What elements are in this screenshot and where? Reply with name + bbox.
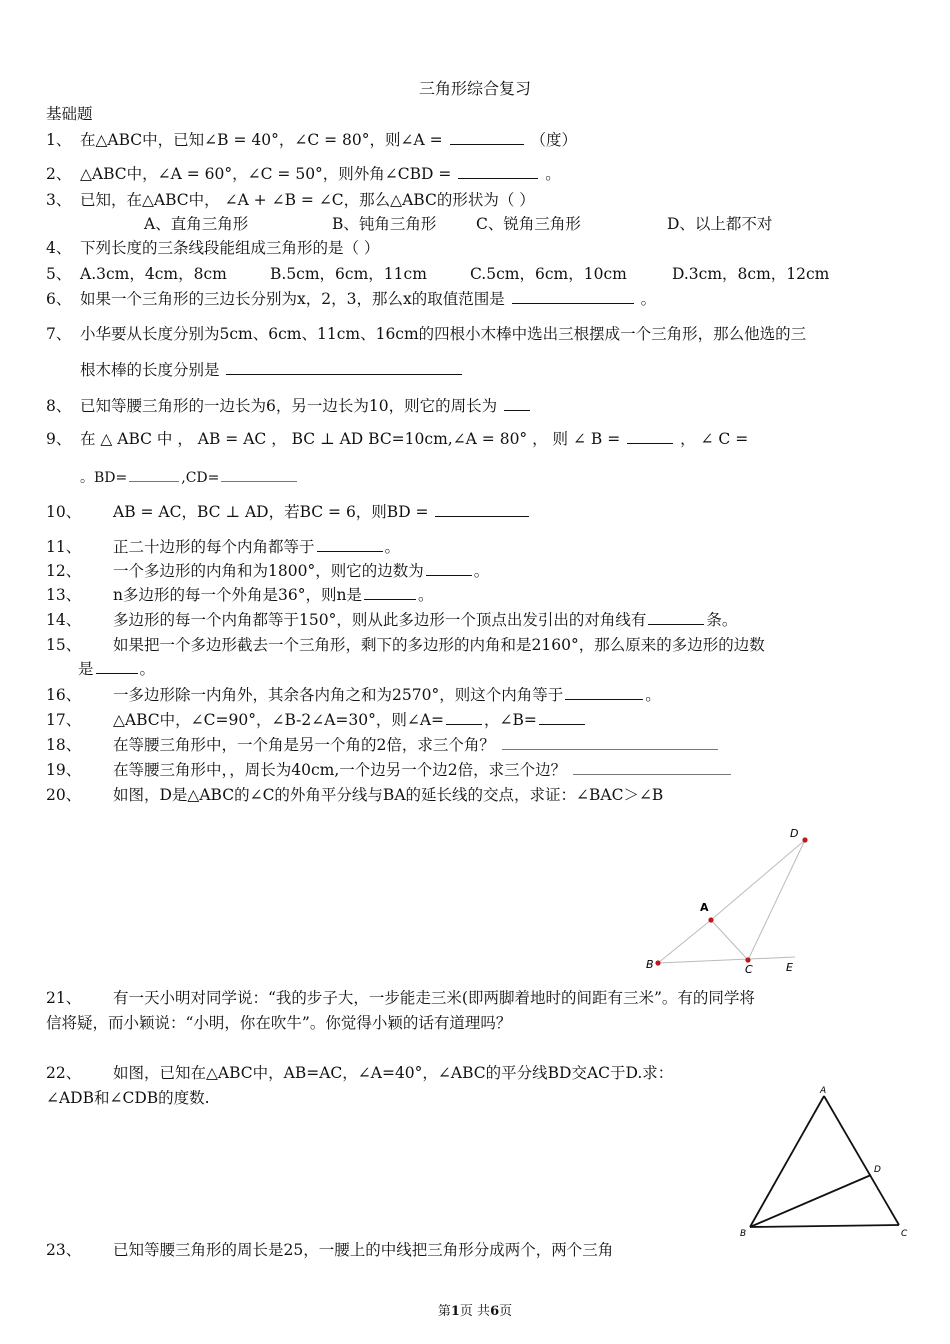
question-number: 20、	[46, 786, 82, 804]
answer-blank[interactable]	[450, 130, 524, 145]
question-text: 已知等腰三角形的一边长为6，另一边长为10，则它的周长为	[80, 397, 498, 415]
option-c[interactable]: C、锐角三角形	[476, 215, 581, 233]
answer-blank-angle-b[interactable]	[539, 710, 585, 725]
question-number: 9、	[46, 430, 72, 448]
question-number: 18、	[46, 736, 82, 754]
question-text: 一多边形除一内角外，其余各内角之和为2570°，则这个内角等于	[113, 686, 564, 704]
question-text: △ABC中，∠C=90°，∠B-2∠A=30°，则∠A=	[113, 711, 445, 729]
label-c: C	[901, 1229, 908, 1239]
question-number: 17、	[46, 711, 82, 729]
label-a: A	[820, 1086, 827, 1096]
answer-blank[interactable]	[435, 502, 529, 517]
option-d[interactable]: D.3cm，8cm，12cm	[672, 265, 830, 283]
figure-triangle-abc-exterior-bisector	[640, 820, 810, 980]
segment-ab	[750, 1096, 824, 1227]
question-text: 在△ABC中，已知∠B = 40°，∠C = 80°，则∠A =	[80, 131, 443, 149]
question-number: 21、	[46, 989, 82, 1007]
segment-ba	[658, 920, 711, 963]
footer-mid: 页 共	[459, 1304, 491, 1319]
question-text-line1: 小华要从长度分别为5cm、6cm、11cm、16cm的四根小木棒中选出三根摆成一个三角形，那么他选的三	[80, 325, 807, 343]
question-text-line1: 有一天小明对同学说：“我的步子大，一步能走三米(即两脚着地时的间距有三米”。有的同学将	[113, 989, 755, 1007]
question-tail: 。	[384, 538, 401, 556]
question-number: 10、	[46, 503, 82, 521]
question-number: 11、	[46, 538, 82, 556]
option-b[interactable]: B、钝角三角形	[332, 215, 437, 233]
label-b: B	[646, 958, 654, 971]
question-tail: （度）	[530, 131, 577, 149]
option-a[interactable]: A、直角三角形	[144, 215, 249, 233]
answer-blank[interactable]	[426, 561, 472, 576]
question-text: 一个多边形的内角和为1800°，则它的边数为	[113, 562, 424, 580]
point-b	[655, 960, 660, 965]
option-b[interactable]: B.5cm，6cm，11cm	[270, 265, 427, 283]
segment-be	[658, 957, 795, 963]
answer-blank[interactable]	[512, 289, 634, 304]
answer-blank[interactable]	[364, 585, 416, 600]
question-text-line2: 根木棒的长度分别是	[80, 361, 220, 379]
question-tail: 。	[645, 686, 661, 704]
label-e: E	[786, 961, 793, 974]
question-text: 如图，D是△ABC的∠C的外角平分线与BA的延长线的交点，求证：∠BAC＞∠B	[113, 786, 664, 804]
question-number: 23、	[46, 1241, 82, 1259]
answer-blank[interactable]	[648, 610, 704, 625]
question-text: △ABC中，∠A = 60°，∠C = 50°，则外角∠CBD =	[80, 165, 452, 183]
question-tail: 。	[139, 660, 156, 678]
segment-ad	[711, 840, 805, 920]
question-number: 8、	[46, 397, 72, 415]
answer-blank[interactable]	[96, 659, 138, 674]
question-number: 15、	[46, 636, 82, 654]
question-number: 3、	[46, 191, 72, 209]
question-number: 22、	[46, 1064, 82, 1082]
page-footer	[0, 1300, 950, 1319]
question-number: 2、	[46, 165, 72, 183]
question-tail: 。	[473, 562, 490, 580]
point-a	[708, 917, 713, 922]
question-number: 13、	[46, 586, 82, 604]
question-number: 4、	[46, 239, 72, 257]
option-d[interactable]: D、以上都不对	[667, 215, 773, 233]
question-text: ,CD=	[181, 470, 220, 486]
question-text-line2: ∠ADB和∠CDB的度数.	[46, 1089, 210, 1107]
answer-blank-bd[interactable]	[129, 467, 179, 482]
question-text-line1: 如图，已知在△ABC中，AB=AC，∠A=40°，∠ABC的平分线BD交AC于D.求：	[113, 1064, 674, 1082]
label-a: A	[700, 901, 709, 914]
total-page-count: 6	[490, 1304, 500, 1319]
option-a[interactable]: A.3cm，4cm，8cm	[80, 265, 227, 283]
answer-blank[interactable]	[573, 760, 731, 775]
answer-blank[interactable]	[565, 685, 643, 700]
question-text-line2: 信将疑，而小颖说：“小明，你在吹牛”。你觉得小颖的话有道理吗？	[46, 1014, 512, 1032]
question-tail: 。	[545, 165, 561, 183]
answer-blank-angle-a[interactable]	[446, 710, 482, 725]
question-tail: 。	[640, 290, 657, 308]
answer-blank[interactable]	[317, 537, 383, 552]
question-number: 5、	[46, 265, 72, 283]
question-text: ， ∠ C =	[680, 430, 749, 448]
question-text: 已知，在△ABC中， ∠A + ∠B = ∠C，那么△ABC的形状为（ ）	[80, 191, 535, 209]
question-text: ，∠B=	[484, 711, 537, 729]
question-text: 下列长度的三条线段能组成三角形的是（ ）	[80, 239, 380, 257]
question-text: n多边形的每一个外角是36°，则n是	[113, 586, 362, 604]
segment-cd	[748, 840, 805, 960]
label-c: C	[745, 963, 753, 976]
question-number: 1、	[46, 131, 72, 149]
segment-bd	[750, 1175, 871, 1227]
question-number: 14、	[46, 611, 82, 629]
answer-blank-angle-b[interactable]	[627, 429, 673, 444]
question-tail: 。	[417, 586, 434, 604]
question-number: 6、	[46, 290, 72, 308]
question-text-line2: 是	[78, 660, 94, 678]
answer-blank[interactable]	[226, 360, 462, 375]
answer-blank-cd[interactable]	[221, 467, 297, 482]
section-heading: 基础题	[46, 105, 93, 123]
question-number: 16、	[46, 686, 82, 704]
question-number: 12、	[46, 562, 82, 580]
point-c	[745, 957, 750, 962]
label-d: D	[790, 827, 799, 840]
answer-blank[interactable]	[458, 164, 538, 179]
question-text: AB = AC，BC ⊥ AD，若BC = 6，则BD =	[113, 503, 429, 521]
answer-blank[interactable]	[502, 735, 718, 750]
current-page-number: 1	[450, 1304, 460, 1319]
question-number: 7、	[46, 325, 72, 343]
footer-suffix: 页	[499, 1304, 513, 1319]
question-text: 正二十边形的每个内角都等于	[113, 538, 315, 556]
segment-ac	[824, 1096, 899, 1225]
question-text: 在等腰三角形中，一个角是另一个角的2倍，求三个角？	[113, 736, 495, 754]
option-c[interactable]: C.5cm，6cm，10cm	[470, 265, 627, 283]
question-text: 在等腰三角形中，，周长为40cm,一个边另一个边2倍，求三个边？	[113, 761, 567, 779]
figure-isosceles-triangle-bisector	[738, 1084, 918, 1244]
segment-bc	[750, 1225, 899, 1227]
page-title: 三角形综合复习	[418, 79, 531, 98]
label-d: D	[874, 1165, 881, 1175]
question-text: 已知等腰三角形的周长是25，一腰上的中线把三角形分成两个，两个三角	[113, 1241, 614, 1259]
segment-ac	[711, 920, 748, 960]
question-text-line1: 如果把一个多边形截去一个三角形，剩下的多边形的内角和是2160°，那么原来的多边形的边数	[113, 636, 765, 654]
footer-prefix: 第	[437, 1304, 451, 1319]
label-b: B	[740, 1229, 747, 1239]
answer-blank[interactable]	[504, 396, 530, 411]
question-number: 19、	[46, 761, 82, 779]
question-text: 如果一个三角形的三边长分别为x，2，3，那么x的取值范围是	[80, 290, 505, 308]
question-text: 。BD=	[80, 470, 128, 486]
question-text: 在 △ ABC 中 ， AB = AC ， BC ⊥ AD BC=10cm,∠A = 80° ， 则 ∠ B =	[80, 430, 621, 448]
question-text: 多边形的每一个内角都等于150°，则从此多边形一个顶点出发引出的对角线有	[113, 611, 647, 629]
point-d	[802, 837, 807, 842]
question-tail: 条。	[706, 611, 738, 629]
